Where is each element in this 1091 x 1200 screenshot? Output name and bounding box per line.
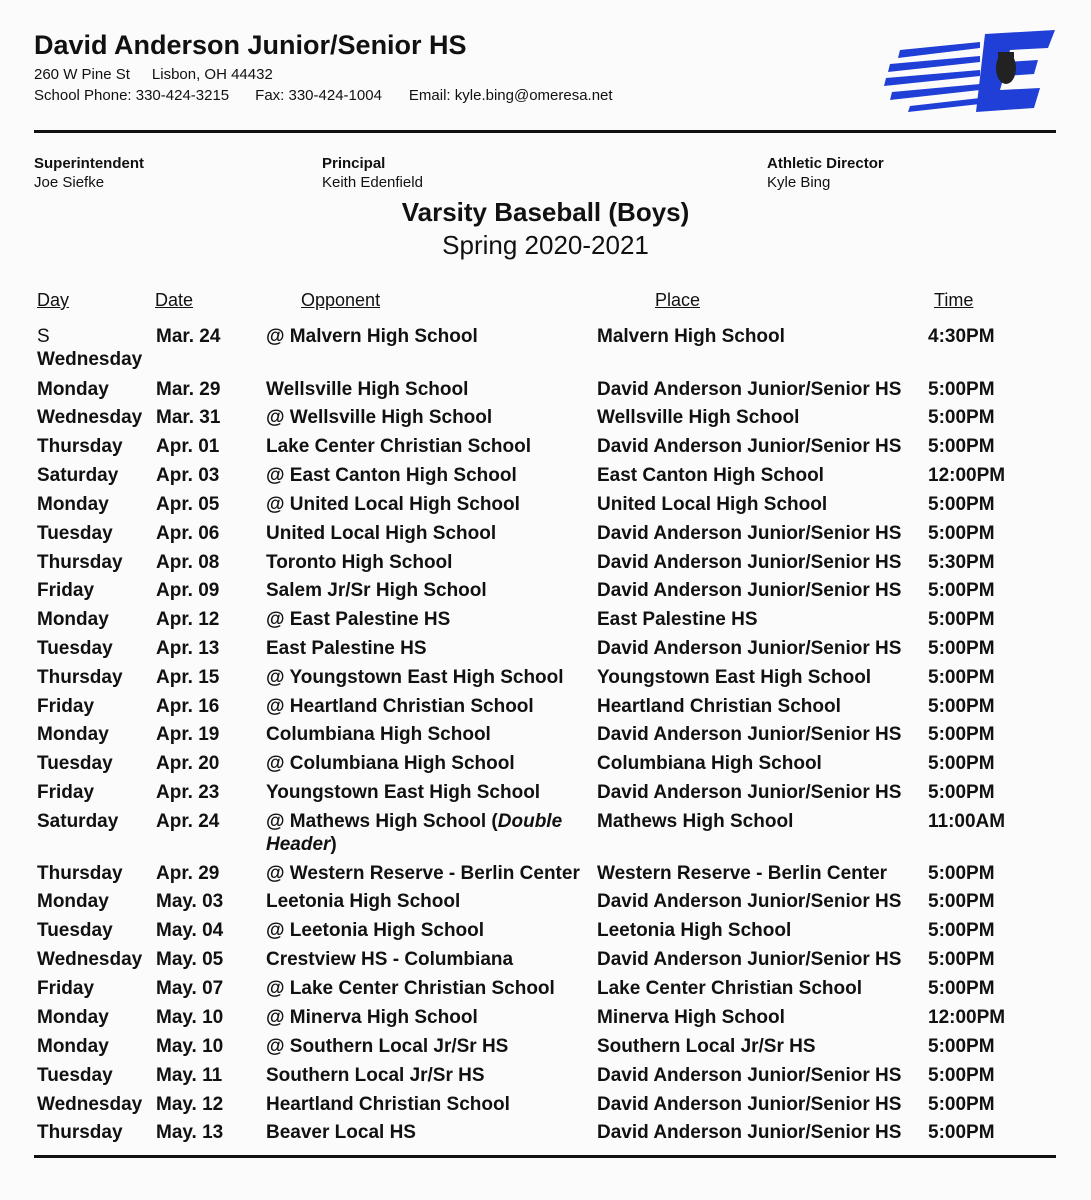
cell-time: 11:00AM — [928, 811, 1006, 832]
cell-opponent: Wellsville High School — [266, 379, 469, 400]
cell-date: Mar. 31 — [156, 407, 221, 428]
cell-opponent: @ Southern Local Jr/Sr HS — [266, 1036, 509, 1057]
cell-time: 5:00PM — [928, 949, 995, 970]
cell-time: 5:00PM — [928, 891, 995, 912]
cell-date: Apr. 05 — [156, 494, 220, 515]
cell-time: 5:00PM — [928, 494, 995, 515]
cell-opponent-text: @ Mathews High School ( — [266, 811, 498, 832]
cell-place: Columbiana High School — [597, 753, 822, 774]
contact-line — [34, 87, 635, 104]
cell-date: Apr. 16 — [156, 696, 220, 717]
cell-opponent: @ East Canton High School — [266, 465, 517, 486]
cell-day-text: Wednesday — [37, 349, 143, 370]
cell-opponent: Salem Jr/Sr High School — [266, 580, 487, 601]
cell-time: 5:00PM — [928, 1122, 995, 1143]
cell-time: 5:00PM — [928, 523, 995, 544]
cell-place: David Anderson Junior/Senior HS — [597, 949, 902, 970]
cell-opponent-note-cont: Header — [266, 834, 331, 855]
cell-day: Wednesday — [37, 407, 143, 428]
footer-divider — [34, 1155, 1056, 1158]
cell-date: Apr. 23 — [156, 782, 220, 803]
cell-date: Mar. 29 — [156, 379, 221, 400]
city-state-zip: Lisbon, OH 44432 — [151, 66, 273, 83]
cell-day: Thursday — [37, 863, 123, 884]
cell-place: David Anderson Junior/Senior HS — [597, 724, 902, 745]
fax: Fax: 330-424-1004 — [255, 87, 382, 104]
superintendent-name: Joe Siefke — [34, 174, 105, 191]
cell-time: 5:00PM — [928, 407, 995, 428]
cell-time: 5:00PM — [928, 609, 995, 630]
header-divider — [34, 130, 1056, 133]
cell-day: Monday — [37, 1007, 109, 1028]
cell-place: Lake Center Christian School — [597, 978, 863, 999]
cell-day: Monday — [37, 494, 109, 515]
column-header-opponent: Opponent — [301, 290, 381, 310]
cell-date: Apr. 09 — [156, 580, 220, 601]
cell-place: David Anderson Junior/Senior HS — [597, 1065, 902, 1086]
cell-date: Apr. 20 — [156, 753, 220, 774]
cell-day: Saturday — [37, 811, 119, 832]
cell-day: Wednesday — [37, 949, 143, 970]
cell-time: 5:00PM — [928, 379, 995, 400]
athletic-director-block — [767, 155, 884, 191]
cell-place: United Local High School — [597, 494, 828, 515]
cell-date: May. 10 — [156, 1007, 224, 1028]
cell-opponent: @ Malvern High School — [266, 326, 478, 347]
cell-day: Thursday — [37, 1122, 123, 1143]
phone: School Phone: 330-424-3215 — [34, 87, 230, 104]
principal-block — [322, 155, 423, 191]
cell-time: 5:00PM — [928, 1036, 995, 1057]
column-header-date: Date — [155, 290, 194, 310]
cell-place: Minerva High School — [597, 1007, 785, 1028]
cell-date: Apr. 19 — [156, 724, 220, 745]
cell-date: May. 04 — [156, 920, 224, 941]
cell-date: May. 13 — [156, 1122, 224, 1143]
cell-day: Tuesday — [37, 753, 113, 774]
column-header-place: Place — [655, 290, 701, 310]
cell-opponent: @ Youngstown East High School — [266, 667, 564, 688]
principal-role: Principal — [322, 155, 386, 172]
cell-time: 5:00PM — [928, 696, 995, 717]
cell-opponent: Heartland Christian School — [266, 1094, 510, 1115]
cell-opponent: Leetonia High School — [266, 891, 461, 912]
cell-date: Mar. 24 — [156, 326, 221, 347]
cell-opponent: @ Columbiana High School — [266, 753, 515, 774]
principal-name: Keith Edenfield — [322, 174, 423, 191]
cell-date: Apr. 08 — [156, 552, 220, 573]
cell-place: David Anderson Junior/Senior HS — [597, 782, 902, 803]
cell-time: 5:00PM — [928, 1065, 995, 1086]
cell-place: Malvern High School — [597, 326, 785, 347]
cell-day: Friday — [37, 696, 95, 717]
cell-date: May. 11 — [156, 1065, 223, 1086]
cell-day: Friday — [37, 978, 95, 999]
cell-opponent: Beaver Local HS — [266, 1122, 416, 1143]
cell-opponent: East Palestine HS — [266, 638, 427, 659]
cell-opponent: @ Heartland Christian School — [266, 696, 534, 717]
cell-time: 4:30PM — [928, 326, 995, 347]
cell-opponent: @ Lake Center Christian School — [266, 978, 555, 999]
cell-day: Saturday — [37, 465, 119, 486]
cell-day: Tuesday — [37, 1065, 113, 1086]
cell-opponent: @ Wellsville High School — [266, 407, 493, 428]
cell-day: Monday — [37, 379, 109, 400]
cell-time: 5:00PM — [928, 753, 995, 774]
school-name: David Anderson Junior/Senior HS — [34, 30, 467, 60]
cell-date: Apr. 24 — [156, 811, 220, 832]
cell-date: Apr. 29 — [156, 863, 220, 884]
cell-opponent: @ Leetonia High School — [266, 920, 485, 941]
cell-place: David Anderson Junior/Senior HS — [597, 891, 902, 912]
cell-day — [37, 325, 142, 371]
cell-place: Youngstown East High School — [597, 667, 872, 688]
cell-day: Friday — [37, 580, 95, 601]
cell-day: Monday — [37, 724, 109, 745]
cell-place: Wellsville High School — [597, 407, 800, 428]
street: 260 W Pine St — [34, 66, 130, 83]
cell-day: Wednesday — [37, 1094, 143, 1115]
cell-time: 5:00PM — [928, 920, 995, 941]
cell-date: Apr. 01 — [156, 436, 220, 457]
column-header-day: Day — [37, 290, 70, 310]
cell-date: May. 10 — [156, 1036, 224, 1057]
cell-day: Monday — [37, 1036, 109, 1057]
cell-time: 5:00PM — [928, 1094, 995, 1115]
cell-time: 5:00PM — [928, 580, 995, 601]
school-logo — [880, 28, 1060, 118]
cell-place: Leetonia High School — [597, 920, 792, 941]
cell-time: 12:00PM — [928, 465, 1006, 486]
email: Email: kyle.bing@omeresa.net — [408, 87, 613, 104]
cell-opponent: Southern Local Jr/Sr HS — [266, 1065, 485, 1086]
cell-opponent: @ United Local High School — [266, 494, 520, 515]
cell-date: Apr. 12 — [156, 609, 220, 630]
cell-date: Apr. 13 — [156, 638, 220, 659]
superintendent-block — [34, 155, 144, 191]
cell-time: 5:00PM — [928, 782, 995, 803]
cell-date: May. 12 — [156, 1094, 224, 1115]
cell-date: Apr. 15 — [156, 667, 220, 688]
cell-place: Western Reserve - Berlin Center — [597, 863, 888, 884]
athletic-director-name: Kyle Bing — [767, 174, 831, 191]
cell-time: 5:00PM — [928, 667, 995, 688]
cell-time: 5:00PM — [928, 638, 995, 659]
cell-place: David Anderson Junior/Senior HS — [597, 436, 902, 457]
cell-day: Monday — [37, 609, 109, 630]
cell-opponent: Crestview HS - Columbiana — [266, 949, 514, 970]
cell-place: Mathews High School — [597, 811, 794, 832]
cell-opponent: United Local High School — [266, 523, 497, 544]
cell-time: 5:00PM — [928, 436, 995, 457]
schedule-title: Varsity Baseball (Boys) — [401, 197, 690, 227]
cell-place: David Anderson Junior/Senior HS — [597, 1122, 902, 1143]
cell-place: David Anderson Junior/Senior HS — [597, 580, 902, 601]
cell-place: East Canton High School — [597, 465, 824, 486]
cell-opponent: @ Minerva High School — [266, 1007, 478, 1028]
cell-date: May. 05 — [156, 949, 224, 970]
cell-day: Tuesday — [37, 638, 113, 659]
cell-day: Thursday — [37, 436, 123, 457]
cell-time: 5:00PM — [928, 863, 995, 884]
cell-date: Apr. 03 — [156, 465, 220, 486]
cell-opponent: Toronto High School — [266, 552, 453, 573]
cell-day: Thursday — [37, 667, 123, 688]
cell-place: Southern Local Jr/Sr HS — [597, 1036, 816, 1057]
athletic-director-role: Athletic Director — [767, 155, 884, 172]
cell-date: May. 07 — [156, 978, 224, 999]
cell-day: Friday — [37, 782, 95, 803]
cell-opponent-note: Double — [497, 811, 563, 832]
cell-day: Monday — [37, 891, 109, 912]
cell-place: David Anderson Junior/Senior HS — [597, 638, 902, 659]
cell-time: 5:00PM — [928, 724, 995, 745]
address-line — [34, 66, 295, 83]
cell-time: 5:00PM — [928, 978, 995, 999]
cell-opponent: Youngstown East High School — [266, 782, 541, 803]
cell-opponent: Lake Center Christian School — [266, 436, 532, 457]
cell-time: 5:30PM — [928, 552, 995, 573]
cell-opponent: Columbiana High School — [266, 724, 491, 745]
column-header-time: Time — [934, 290, 974, 310]
cell-day: Thursday — [37, 552, 123, 573]
schedule-season: Spring 2020-2021 — [442, 230, 649, 260]
superintendent-role: Superintendent — [34, 155, 145, 172]
cell-place: Heartland Christian School — [597, 696, 841, 717]
cell-date: May. 03 — [156, 891, 224, 912]
cell-time: 12:00PM — [928, 1007, 1006, 1028]
cell-place: David Anderson Junior/Senior HS — [597, 552, 902, 573]
cell-opponent-close: ) — [330, 834, 337, 855]
cell-place: David Anderson Junior/Senior HS — [597, 523, 902, 544]
cell-date: Apr. 06 — [156, 523, 220, 544]
cell-opponent — [266, 810, 591, 856]
cell-opponent: @ East Palestine HS — [266, 609, 451, 630]
cell-opponent: @ Western Reserve - Berlin Center — [266, 863, 580, 884]
cell-place: East Palestine HS — [597, 609, 758, 630]
cell-day: Tuesday — [37, 523, 113, 544]
cell-day-prefix: S — [37, 326, 50, 347]
cell-place: David Anderson Junior/Senior HS — [597, 1094, 902, 1115]
cell-place: David Anderson Junior/Senior HS — [597, 379, 902, 400]
cell-day: Tuesday — [37, 920, 113, 941]
